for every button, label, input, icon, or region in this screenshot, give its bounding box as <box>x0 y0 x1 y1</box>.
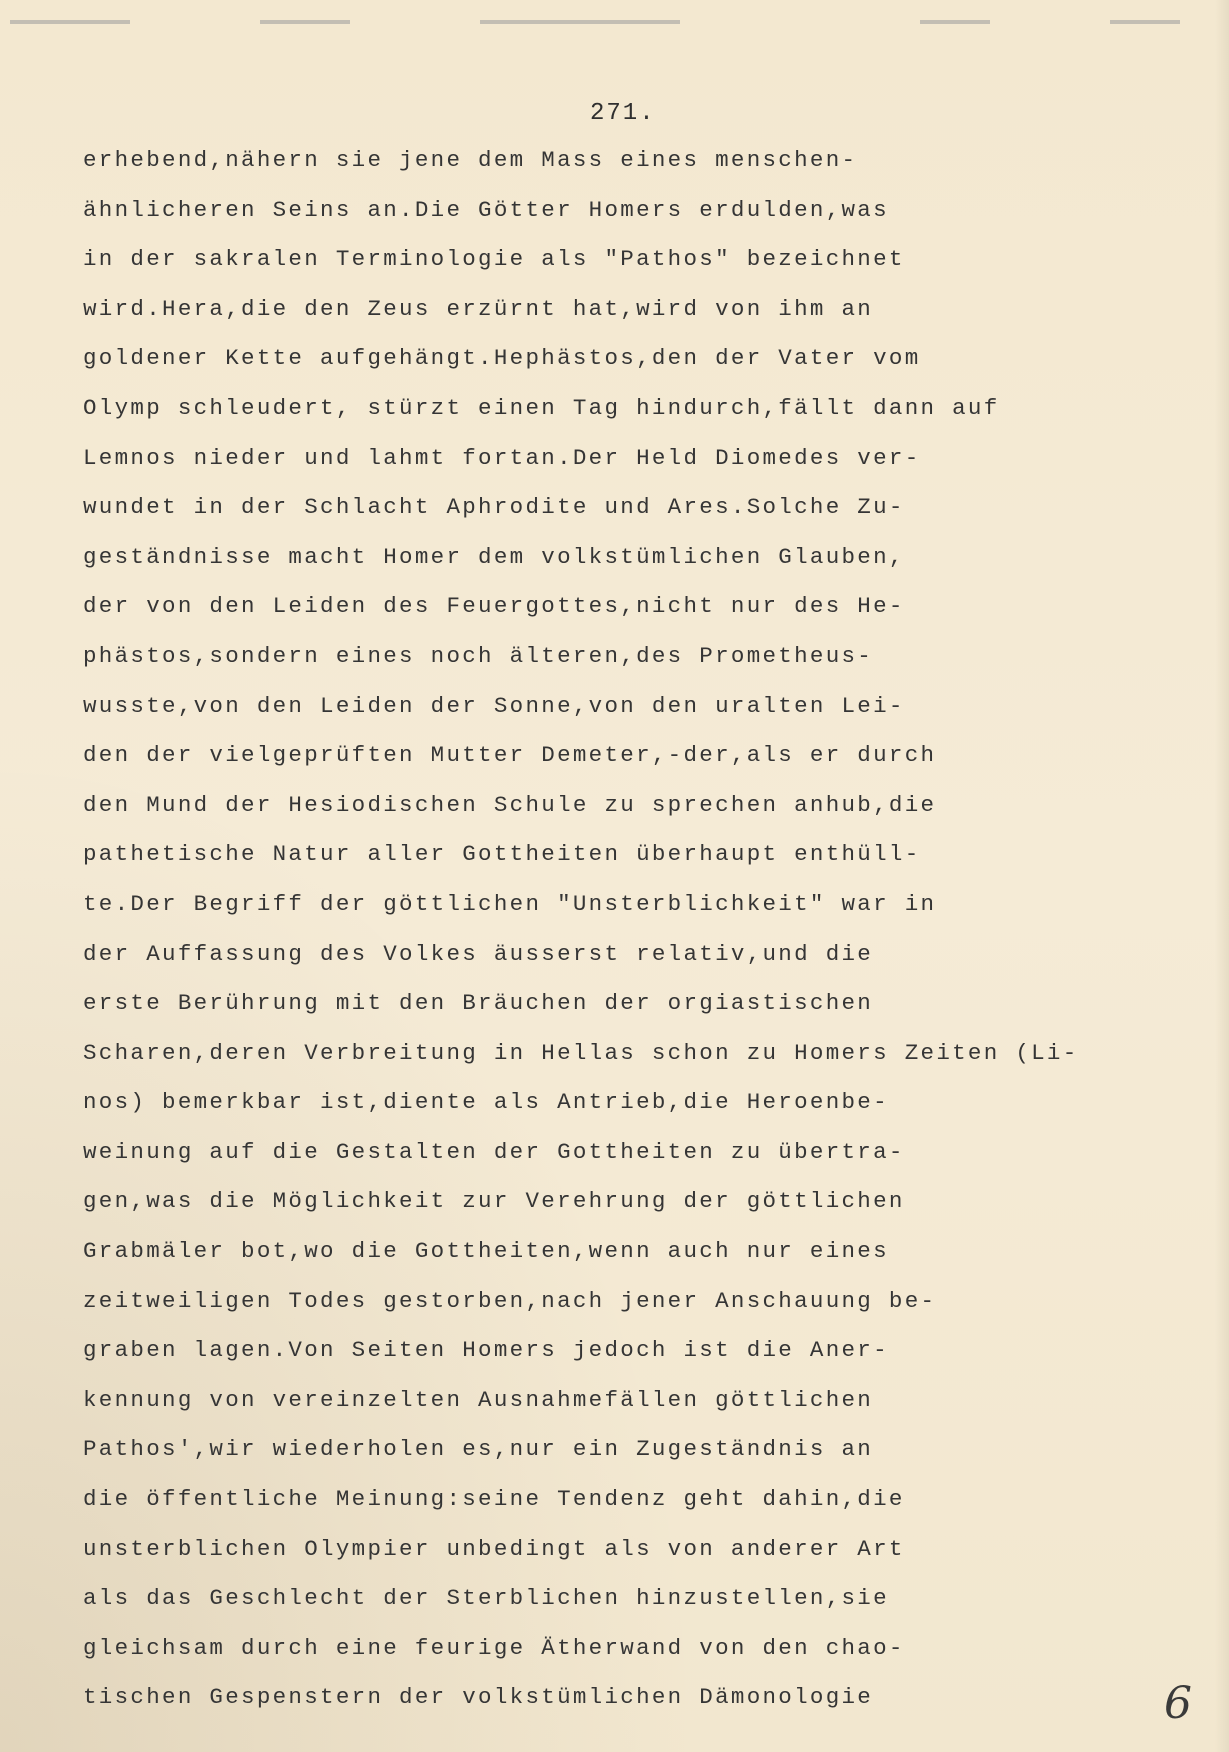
text-line: den Mund der Hesiodischen Schule zu sprechen anhub,die <box>83 791 937 818</box>
text-line: weinung auf die Gestalten der Gottheiten zu übertra- <box>83 1138 905 1165</box>
text-line: pathetische Natur aller Gottheiten überhaupt enthüll- <box>83 841 921 868</box>
text-line: gleichsam durch eine feurige Ätherwand von den chao- <box>83 1634 905 1661</box>
text-line: Olymp schleudert, stürzt einen Tag hindurch,fällt dann auf <box>83 394 1000 421</box>
text-line: geständnisse macht Homer dem volkstümlichen Glauben, <box>83 543 905 570</box>
text-line: wundet in der Schlacht Aphrodite und Ares.Solche Zu- <box>83 494 905 521</box>
top-scan-marks <box>0 14 1229 28</box>
text-line: phästos,sondern eines noch älteren,des Prometheus- <box>83 642 874 669</box>
text-line: kennung von vereinzelten Ausnahmefällen göttlichen <box>83 1386 874 1413</box>
text-line: goldener Kette aufgehängt.Hephästos,den der Vater vom <box>83 345 921 372</box>
text-line: wird.Hera,die den Zeus erzürnt hat,wird von ihm an <box>83 295 874 322</box>
scan-mark <box>1110 20 1180 24</box>
text-line: wusste,von den Leiden der Sonne,von den uralten Lei- <box>83 692 905 719</box>
text-line: gen,was die Möglichkeit zur Verehrung der göttlichen <box>83 1188 905 1215</box>
text-line: den der vielgeprüften Mutter Demeter,-der,als er durch <box>83 742 937 769</box>
text-line: graben lagen.Von Seiten Homers jedoch ist die Aner- <box>83 1337 889 1364</box>
scan-mark <box>10 20 130 24</box>
scan-mark <box>260 20 350 24</box>
text-line: Grabmäler bot,wo die Gottheiten,wenn auch nur eines <box>83 1238 889 1265</box>
text-line: die öffentliche Meinung:seine Tendenz geht dahin,die <box>83 1486 905 1513</box>
text-line: der Auffassung des Volkes äusserst relativ,und die <box>83 940 874 967</box>
text-line: zeitweiligen Todes gestorben,nach jener Anschauung be- <box>83 1287 937 1314</box>
text-line: in der sakralen Terminologie als "Pathos" bezeichnet <box>83 246 905 273</box>
text-line: Lemnos nieder und lahmt fortan.Der Held Diomedes ver- <box>83 444 921 471</box>
text-line: erhebend,nähern sie jene dem Mass eines menschen- <box>83 147 858 173</box>
text-line: erste Berührung mit den Bräuchen der orgiastischen <box>83 990 874 1017</box>
page-number: 271. <box>590 100 656 127</box>
text-line: Scharen,deren Verbreitung in Hellas schon zu Homers Zeiten (Li- <box>83 1039 1079 1066</box>
page-edge-shadow <box>1215 0 1229 1752</box>
scan-mark <box>480 20 680 24</box>
text-line: unsterblichen Olympier unbedingt als von anderer Art <box>83 1535 905 1562</box>
handwritten-sheet-number: 6 <box>1164 1678 1192 1729</box>
text-line: tischen Gespenstern der volkstümlichen Dämonologie <box>83 1684 874 1711</box>
text-line: Pathos',wir wiederholen es,nur ein Zugeständnis an <box>83 1436 874 1463</box>
text-line: te.Der Begriff der göttlichen "Unsterblichkeit" war in <box>83 890 937 917</box>
text-line: ähnlicheren Seins an.Die Götter Homers erdulden,was <box>83 196 889 223</box>
typescript-body <box>83 146 1079 1733</box>
text-line: nos) bemerkbar ist,diente als Antrieb,die Heroenbe- <box>83 1089 889 1116</box>
scan-mark <box>920 20 990 24</box>
text-line: der von den Leiden des Feuergottes,nicht nur des He- <box>83 593 905 620</box>
text-line: als das Geschlecht der Sterblichen hinzustellen,sie <box>83 1585 889 1612</box>
